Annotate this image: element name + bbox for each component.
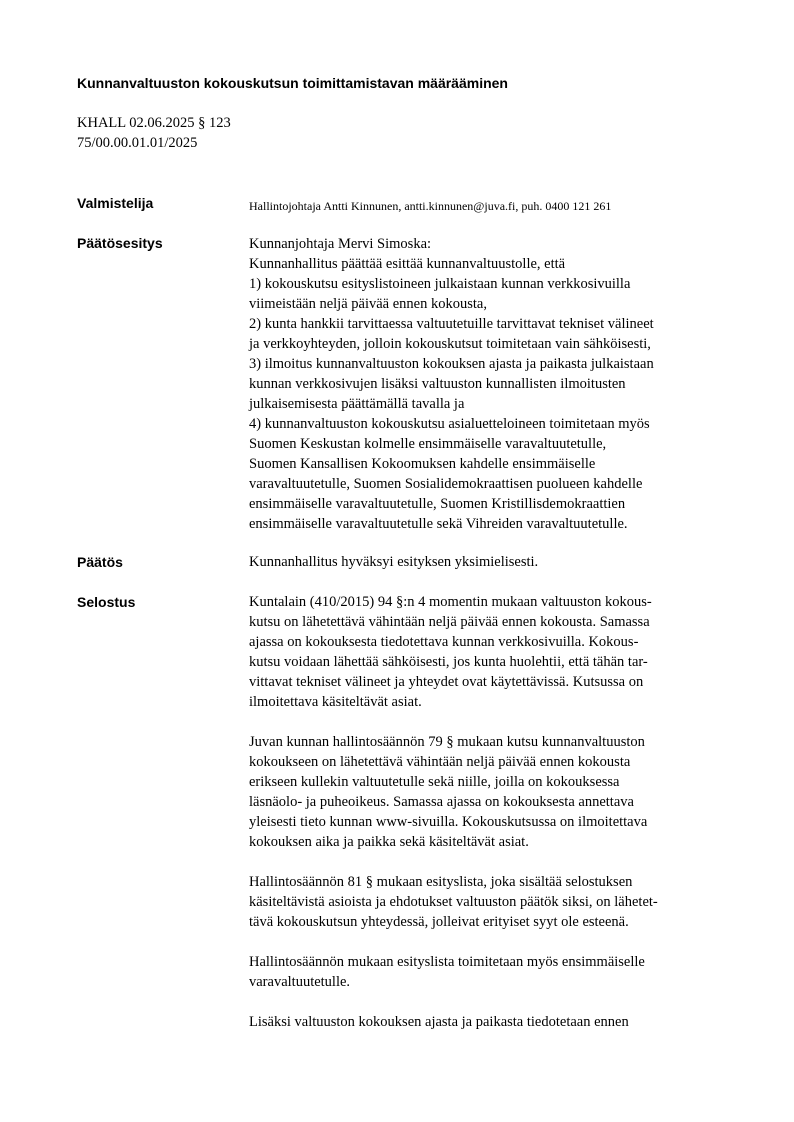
- proposal-line: 3) ilmoitus kunnanvaltuuston kokouksen ajasta ja paikasta julkaistaan: [249, 356, 654, 372]
- explanation-line: käsiteltävistä asioista ja ehdotukset valtuuston päätök siksi, on lähetet-: [249, 894, 658, 910]
- explanation-line: Kuntalain (410/2015) 94 §:n 4 momentin mukaan valtuuston kokous-: [249, 594, 652, 610]
- explanation-line: kutsu voidaan lähettää sähköisesti, jos kunta huolehtii, että tähän tar-: [249, 654, 648, 670]
- decision-line: Kunnanhallitus hyväksyi esityksen yksimielisesti.: [249, 554, 539, 570]
- record-number: 75/00.00.01.01/2025: [77, 135, 198, 151]
- explanation-line: ilmoitettava käsiteltävät asiat.: [249, 694, 422, 710]
- label-paatos: Päätös: [77, 554, 123, 570]
- proposal-text: [249, 234, 739, 534]
- explanation-line: yleisesti tieto kunnan www-sivuilla. Kokouskutsussa on ilmoitettava: [249, 814, 648, 830]
- paragraph-gap: [249, 712, 739, 732]
- proposal-line: Suomen Kansallisen Kokoomuksen kahdelle ensimmäiselle: [249, 456, 596, 472]
- paragraph-gap: [249, 852, 739, 872]
- proposal-line: 2) kunta hankkii tarvittaessa valtuutetuille tarvittavat tekniset välineet: [249, 316, 654, 332]
- proposal-line: Kunnanjohtaja Mervi Simoska:: [249, 236, 432, 252]
- explanation-line: vittavat tekniset välineet ja yhteydet ovat käytettävissä. Kutsussa on: [249, 674, 644, 690]
- proposal-line: kunnan verkkosivujen lisäksi valtuuston kunnallisten ilmoitusten: [249, 376, 626, 392]
- explanation-line: Hallintosäännön 81 § mukaan esityslista, joka sisältää selostuksen: [249, 874, 633, 890]
- explanation-line: ajassa on kokouksesta tiedotettava kunnan verkkosivuilla. Kokous-: [249, 634, 639, 650]
- explanation-text: [249, 592, 739, 1032]
- decision-text: [249, 552, 739, 572]
- explanation-line: Juvan kunnan hallintosäännön 79 § mukaan kutsu kunnanvaltuuston: [249, 734, 645, 750]
- proposal-line: julkaisemisesta päättämällä tavalla ja: [249, 396, 465, 412]
- explanation-line: kokoukseen on lähetettävä vähintään neljä päivää ennen kokousta: [249, 754, 631, 770]
- document-title: Kunnanvaltuuston kokouskutsun toimittamistavan määrääminen: [77, 75, 508, 91]
- proposal-line: ensimmäiselle varavaltuutetulle sekä Vihreiden varavaltuutetulle.: [249, 516, 628, 532]
- proposal-line: Suomen Keskustan kolmelle ensimmäiselle varavaltuutetulle,: [249, 436, 607, 452]
- meeting-reference: KHALL 02.06.2025 § 123: [77, 115, 231, 131]
- explanation-line: erikseen kullekin valtuutetulle sekä niille, joilla on kokouksessa: [249, 774, 620, 790]
- paragraph-gap: [249, 932, 739, 952]
- explanation-line: läsnäolo- ja puheoikeus. Samassa ajassa on kokouksesta annettava: [249, 794, 634, 810]
- paragraph-gap: [249, 992, 739, 1012]
- explanation-line: Hallintosäännön mukaan esityslista toimitetaan myös ensimmäiselle: [249, 954, 645, 970]
- proposal-line: varavaltuutetulle, Suomen Sosialidemokraattisen puolueen kahdelle: [249, 476, 643, 492]
- proposal-line: ensimmäiselle varavaltuutetulle, Suomen Kristillisdemokraattien: [249, 496, 626, 512]
- label-selostus: Selostus: [77, 594, 136, 610]
- label-valmistelija: Valmistelija: [77, 195, 154, 211]
- explanation-line: varavaltuutetulle.: [249, 974, 351, 990]
- explanation-line: kokouksen aika ja paikka sekä käsiteltävät asiat.: [249, 834, 529, 850]
- explanation-line: kutsu on lähetettävä vähintään neljä päivää ennen kokousta. Samassa: [249, 614, 650, 630]
- preparer-info: Hallintojohtaja Antti Kinnunen, antti.kinnunen@juva.fi, puh. 0400 121 261: [249, 199, 612, 213]
- explanation-line: tävä kokouskutsun yhteydessä, jolleivat erityiset syyt ole esteenä.: [249, 914, 629, 930]
- proposal-line: 4) kunnanvaltuuston kokouskutsu asialuetteloineen toimitetaan myös: [249, 416, 650, 432]
- proposal-line: 1) kokouskutsu esityslistoineen julkaistaan kunnan verkkosivuilla: [249, 276, 631, 292]
- proposal-line: ja verkkoyhteyden, jolloin kokouskutsut toimitetaan vain sähköisesti,: [249, 336, 651, 352]
- proposal-line: viimeistään neljä päivää ennen kokousta,: [249, 296, 487, 312]
- proposal-line: Kunnanhallitus päättää esittää kunnanvaltuustolle, että: [249, 256, 566, 272]
- label-paatosesitys: Päätösesitys: [77, 235, 163, 251]
- explanation-line: Lisäksi valtuuston kokouksen ajasta ja paikasta tiedotetaan ennen: [249, 1014, 629, 1030]
